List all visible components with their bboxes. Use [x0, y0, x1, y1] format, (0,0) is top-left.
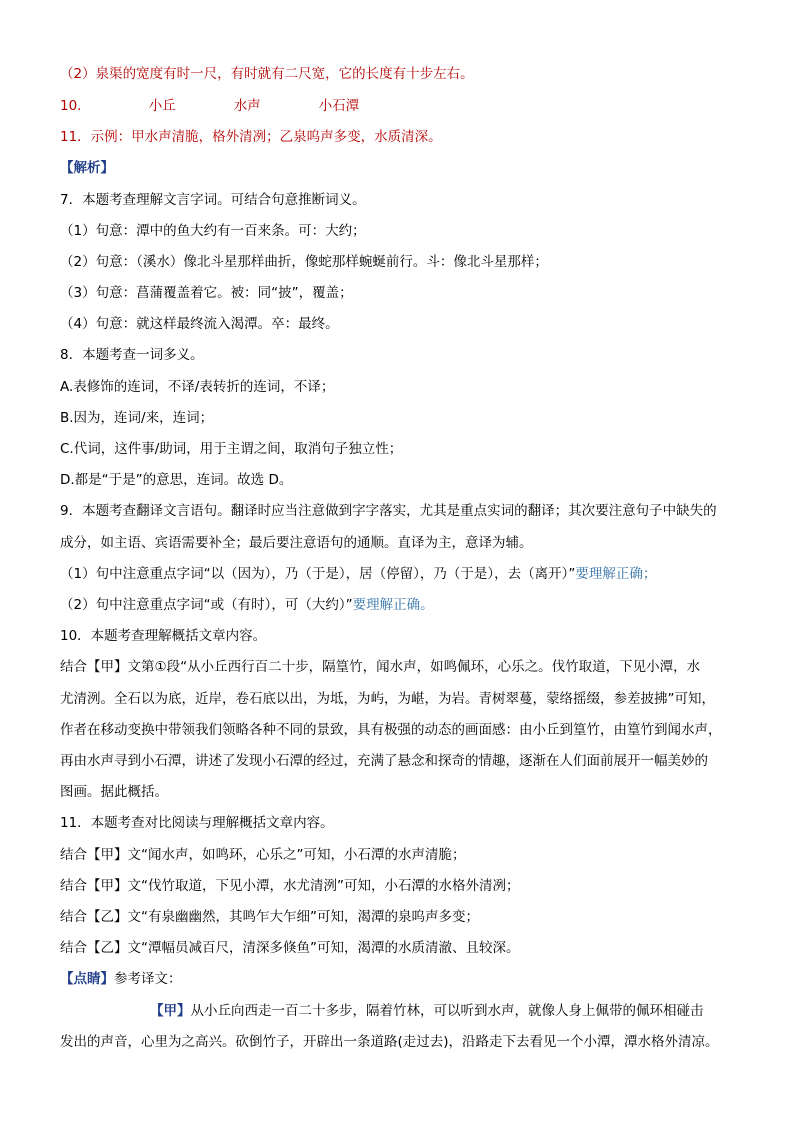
q9-item-1 [60, 564, 656, 584]
q11-line: 结合【甲】文“闻水声，如鸣环，心乐之”可知，小石潭的水声清脆； [60, 847, 466, 863]
translation-para-text: 从小丘向西走一百二十多步，隔着竹林，可以听到水声，就像人身上佩带的佩环相碰击 [190, 1003, 704, 1019]
q8-item: B.因为，连词/来，连词； [60, 410, 214, 426]
q7-title: 7．本题考查理解文言字词。可结合句意推断词义。 [60, 192, 366, 208]
q8-title: 8．本题考查一词多义。 [60, 347, 204, 363]
q7-item: （2）句意：（溪水）像北斗星那样曲折，像蛇那样蜿蜒前行。斗：像北斗星那样； [60, 254, 548, 270]
q10-line: 再由水声寻到小石潭，讲述了发现小石潭的经过，充满了悬念和探奇的情趣，逐渐在人们面前展开一幅美妙的 [60, 753, 708, 769]
translation-header [60, 969, 182, 989]
translation-para-line [150, 1001, 704, 1021]
answer-10 [60, 96, 359, 116]
q10-line: 结合【甲】文第①段“从小丘西行百二十步，隔篁竹，闻水声，如鸣佩环，心乐之。伐竹取道，下见小潭，水 [60, 659, 701, 675]
q11-line: 结合【乙】文“潭幅员减百尺，清深多倏鱼”可知，渴潭的水质清澈、且较深。 [60, 940, 520, 956]
q9-item-2-text: （2）句中注意重点字词“或（有时），可（大约）” [60, 597, 353, 613]
answer-9-2: （2）泉渠的宽度有时一尺，有时就有二尺宽，它的长度有十步左右。 [60, 66, 474, 82]
q9-title-line: 9．本题考查翻译文言语句。翻译时应当注意做到字字落实，尤其是重点实词的翻译；其次要注意句子中缺失的 [60, 503, 717, 519]
answer-11: 11．示例：甲水声清脆，格外清冽；乙泉呜声多变，水质清深。 [60, 129, 442, 145]
q11-line: 结合【甲】文“伐竹取道，下见小潭，水尤清洌”可知，小石潭的水格外清冽； [60, 878, 520, 894]
q9-item-1-text: （1）句中注意重点字词“以（因为），乃（于是），居（停留），乃（于是），去（离开）” [60, 566, 576, 582]
q11-line: 结合【乙】文“有泉幽幽然，其鸣乍大乍细”可知，渴潭的泉呜声多变； [60, 909, 479, 925]
translation-tag: 【点睛】 [60, 971, 114, 987]
q10-line: 尤清洌。全石以为底，近岸，卷石底以出，为坻，为屿，为嵁，为岩。青树翠蔓，蒙络摇缀，参差披拂”可知， [60, 691, 715, 707]
analysis-header: 【解析】 [60, 160, 114, 176]
q9-item-2-note: 要理解正确。 [352, 597, 434, 613]
q7-item: （4）句意：就这样最终流入渴潭。卒：最终。 [60, 316, 339, 332]
answer-10-item: 小丘 [148, 98, 176, 114]
answer-10-item: 小石潭 [318, 98, 360, 114]
q8-item: C.代词，这件事/助词，用于主谓之间，取消句子独立性； [60, 441, 403, 457]
q7-item: （3）句意：菖蒲覆盖着它。被：同“披”，覆盖； [60, 285, 353, 301]
translation-para-line: 发出的声音，心里为之高兴。砍倒竹子，开辟出一条道路(走过去)，沿路走下去看见一个小潭，潭水格外清凉。 [60, 1034, 719, 1050]
q9-item-2 [60, 595, 434, 615]
q10-line: 图画。据此概括。 [60, 784, 168, 800]
q11-title: 11．本题考查对比阅读与理解概括文章内容。 [60, 815, 334, 831]
q10-title: 10．本题考查理解概括文章内容。 [60, 628, 267, 644]
q9-item-1-note: 要理解正确； [575, 566, 657, 582]
answer-10-number: 10． [60, 98, 91, 114]
answer-10-item: 水声 [233, 98, 261, 114]
q10-line: 作者在移动变换中带领我们领略各种不同的景致，具有极强的动态的画面感：由小丘到篁竹，由篁竹到闻水声， [60, 722, 722, 738]
translation-para-tag: 【甲】 [150, 1003, 191, 1019]
q8-item: D.都是“于是”的意思，连词。故选 D。 [60, 472, 293, 488]
q8-item: A.表修饰的连词，不译/表转折的连词，不译； [60, 379, 335, 395]
q7-item: （1）句意：潭中的鱼大约有一百来条。可：大约； [60, 223, 366, 239]
translation-header-rest: 参考译文： [114, 971, 182, 987]
q9-title-line: 成分，如主语、宾语需要补全；最后要注意语句的通顺。直译为主，意译为辅。 [60, 535, 533, 551]
